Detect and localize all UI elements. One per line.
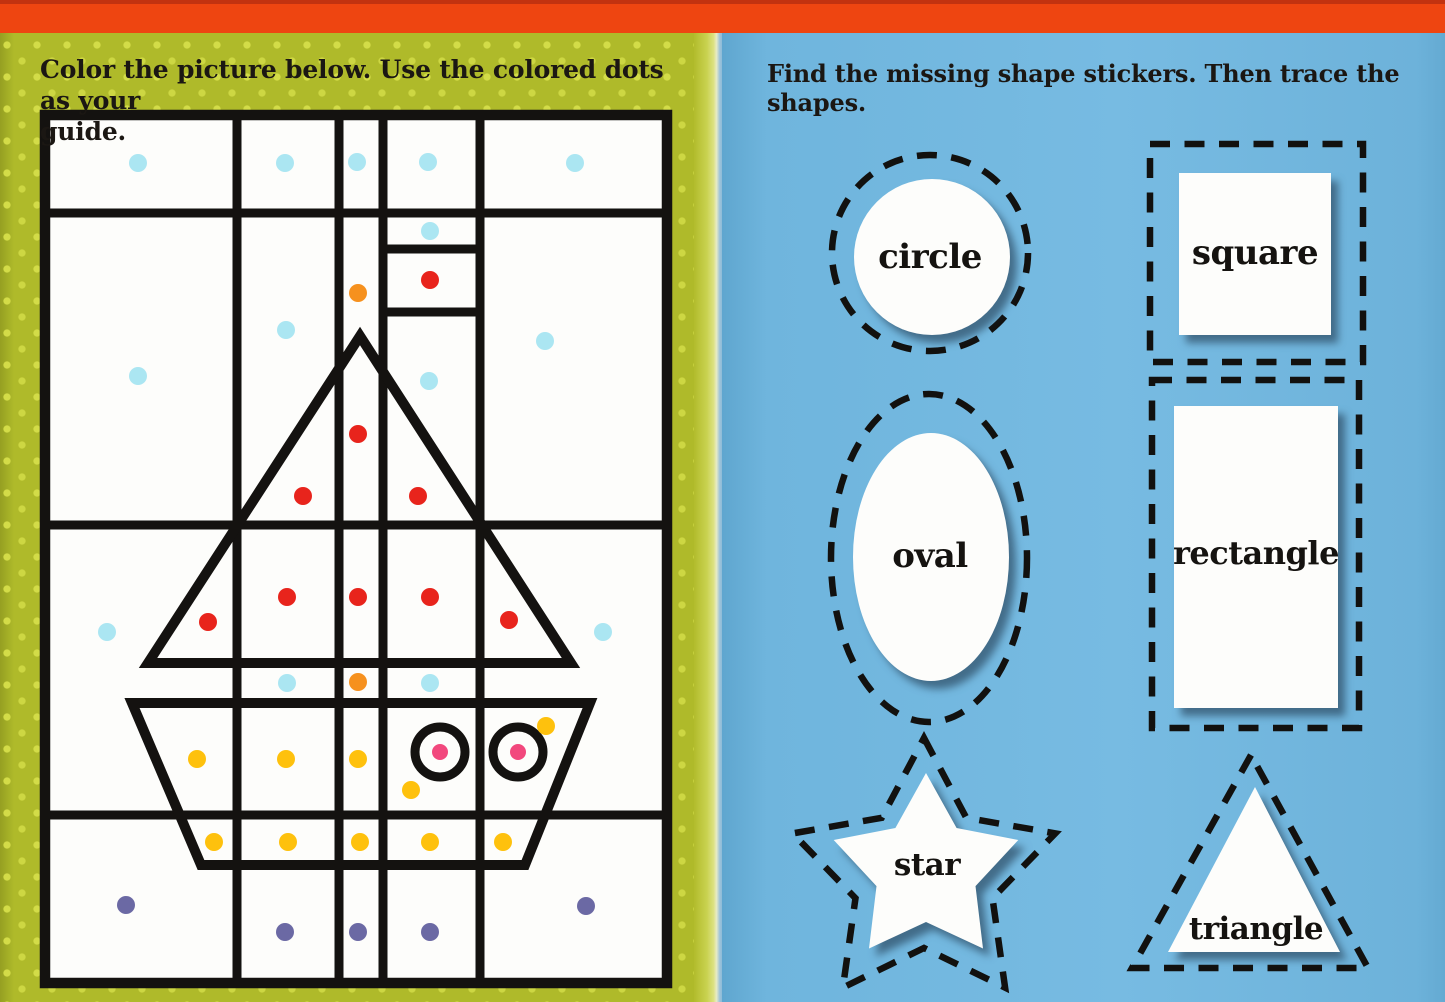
guide-dot-lightblue	[420, 372, 438, 390]
guide-dot-red	[349, 425, 367, 443]
guide-dot-orange	[349, 673, 367, 691]
guide-dot-yellow	[421, 833, 439, 851]
shape-group-triangle	[1132, 755, 1368, 968]
guide-dot-orange	[349, 284, 367, 302]
left-page-instructions	[40, 54, 670, 147]
guide-dot-pink	[432, 744, 448, 760]
shape-group-oval	[831, 394, 1027, 722]
guide-dot-red	[500, 611, 518, 629]
circle-label: circle	[878, 237, 982, 277]
guide-dot-lightblue	[277, 321, 295, 339]
guide-dot-yellow	[279, 833, 297, 851]
picture-frame	[45, 115, 667, 983]
shape-group-square	[1150, 144, 1363, 362]
guide-dot-lightblue	[419, 153, 437, 171]
guide-dot-yellow	[205, 833, 223, 851]
shape-group-circle	[832, 155, 1028, 351]
guide-dot-purple	[276, 923, 294, 941]
guide-dot-lightblue	[98, 623, 116, 641]
guide-dot-red	[421, 588, 439, 606]
guide-dot-yellow	[188, 750, 206, 768]
guide-dot-lightblue	[129, 154, 147, 172]
instructions-line-1: Color the picture below. Use the colored dots as your	[40, 55, 664, 115]
guide-dot-red	[421, 271, 439, 289]
guide-dot-yellow	[349, 750, 367, 768]
guide-dot-red	[409, 487, 427, 505]
shape-group-star	[793, 738, 1056, 988]
guide-dot-purple	[349, 923, 367, 941]
guide-dot-lightblue	[278, 674, 296, 692]
guide-dot-lightblue	[421, 222, 439, 240]
guide-dot-purple	[421, 923, 439, 941]
guide-dot-lightblue	[276, 154, 294, 172]
guide-dot-red	[199, 613, 217, 631]
guide-dot-lightblue	[129, 367, 147, 385]
guide-dot-yellow	[277, 750, 295, 768]
guide-dot-yellow	[402, 781, 420, 799]
guide-dot-yellow	[351, 833, 369, 851]
guide-dot-red	[278, 588, 296, 606]
shape-group-rectangle	[1152, 380, 1359, 728]
square-label: square	[1191, 233, 1319, 273]
guide-dot-lightblue	[421, 674, 439, 692]
oval-label: oval	[892, 536, 968, 576]
guide-dot-pink	[510, 744, 526, 760]
guide-dot-yellow	[537, 717, 555, 735]
shape-sticker-panel	[793, 144, 1368, 988]
guide-dot-red	[349, 588, 367, 606]
sailboat-coloring-picture	[40, 110, 672, 988]
triangle-label: triangle	[1188, 911, 1324, 947]
guide-dot-lightblue	[536, 332, 554, 350]
rectangle-label: rectangle	[1173, 534, 1339, 572]
star-label: star	[893, 847, 961, 883]
guide-dot-purple	[577, 897, 595, 915]
right-page-instructions: Find the missing shape stickers. Then trace the shapes.	[767, 59, 1400, 117]
guide-dot-purple	[117, 896, 135, 914]
guide-dot-lightblue	[594, 623, 612, 641]
instructions-line-2: guide.	[40, 117, 127, 146]
guide-dot-lightblue	[566, 154, 584, 172]
guide-dot-lightblue	[348, 153, 366, 171]
guide-dot-yellow	[494, 833, 512, 851]
guide-dot-red	[294, 487, 312, 505]
